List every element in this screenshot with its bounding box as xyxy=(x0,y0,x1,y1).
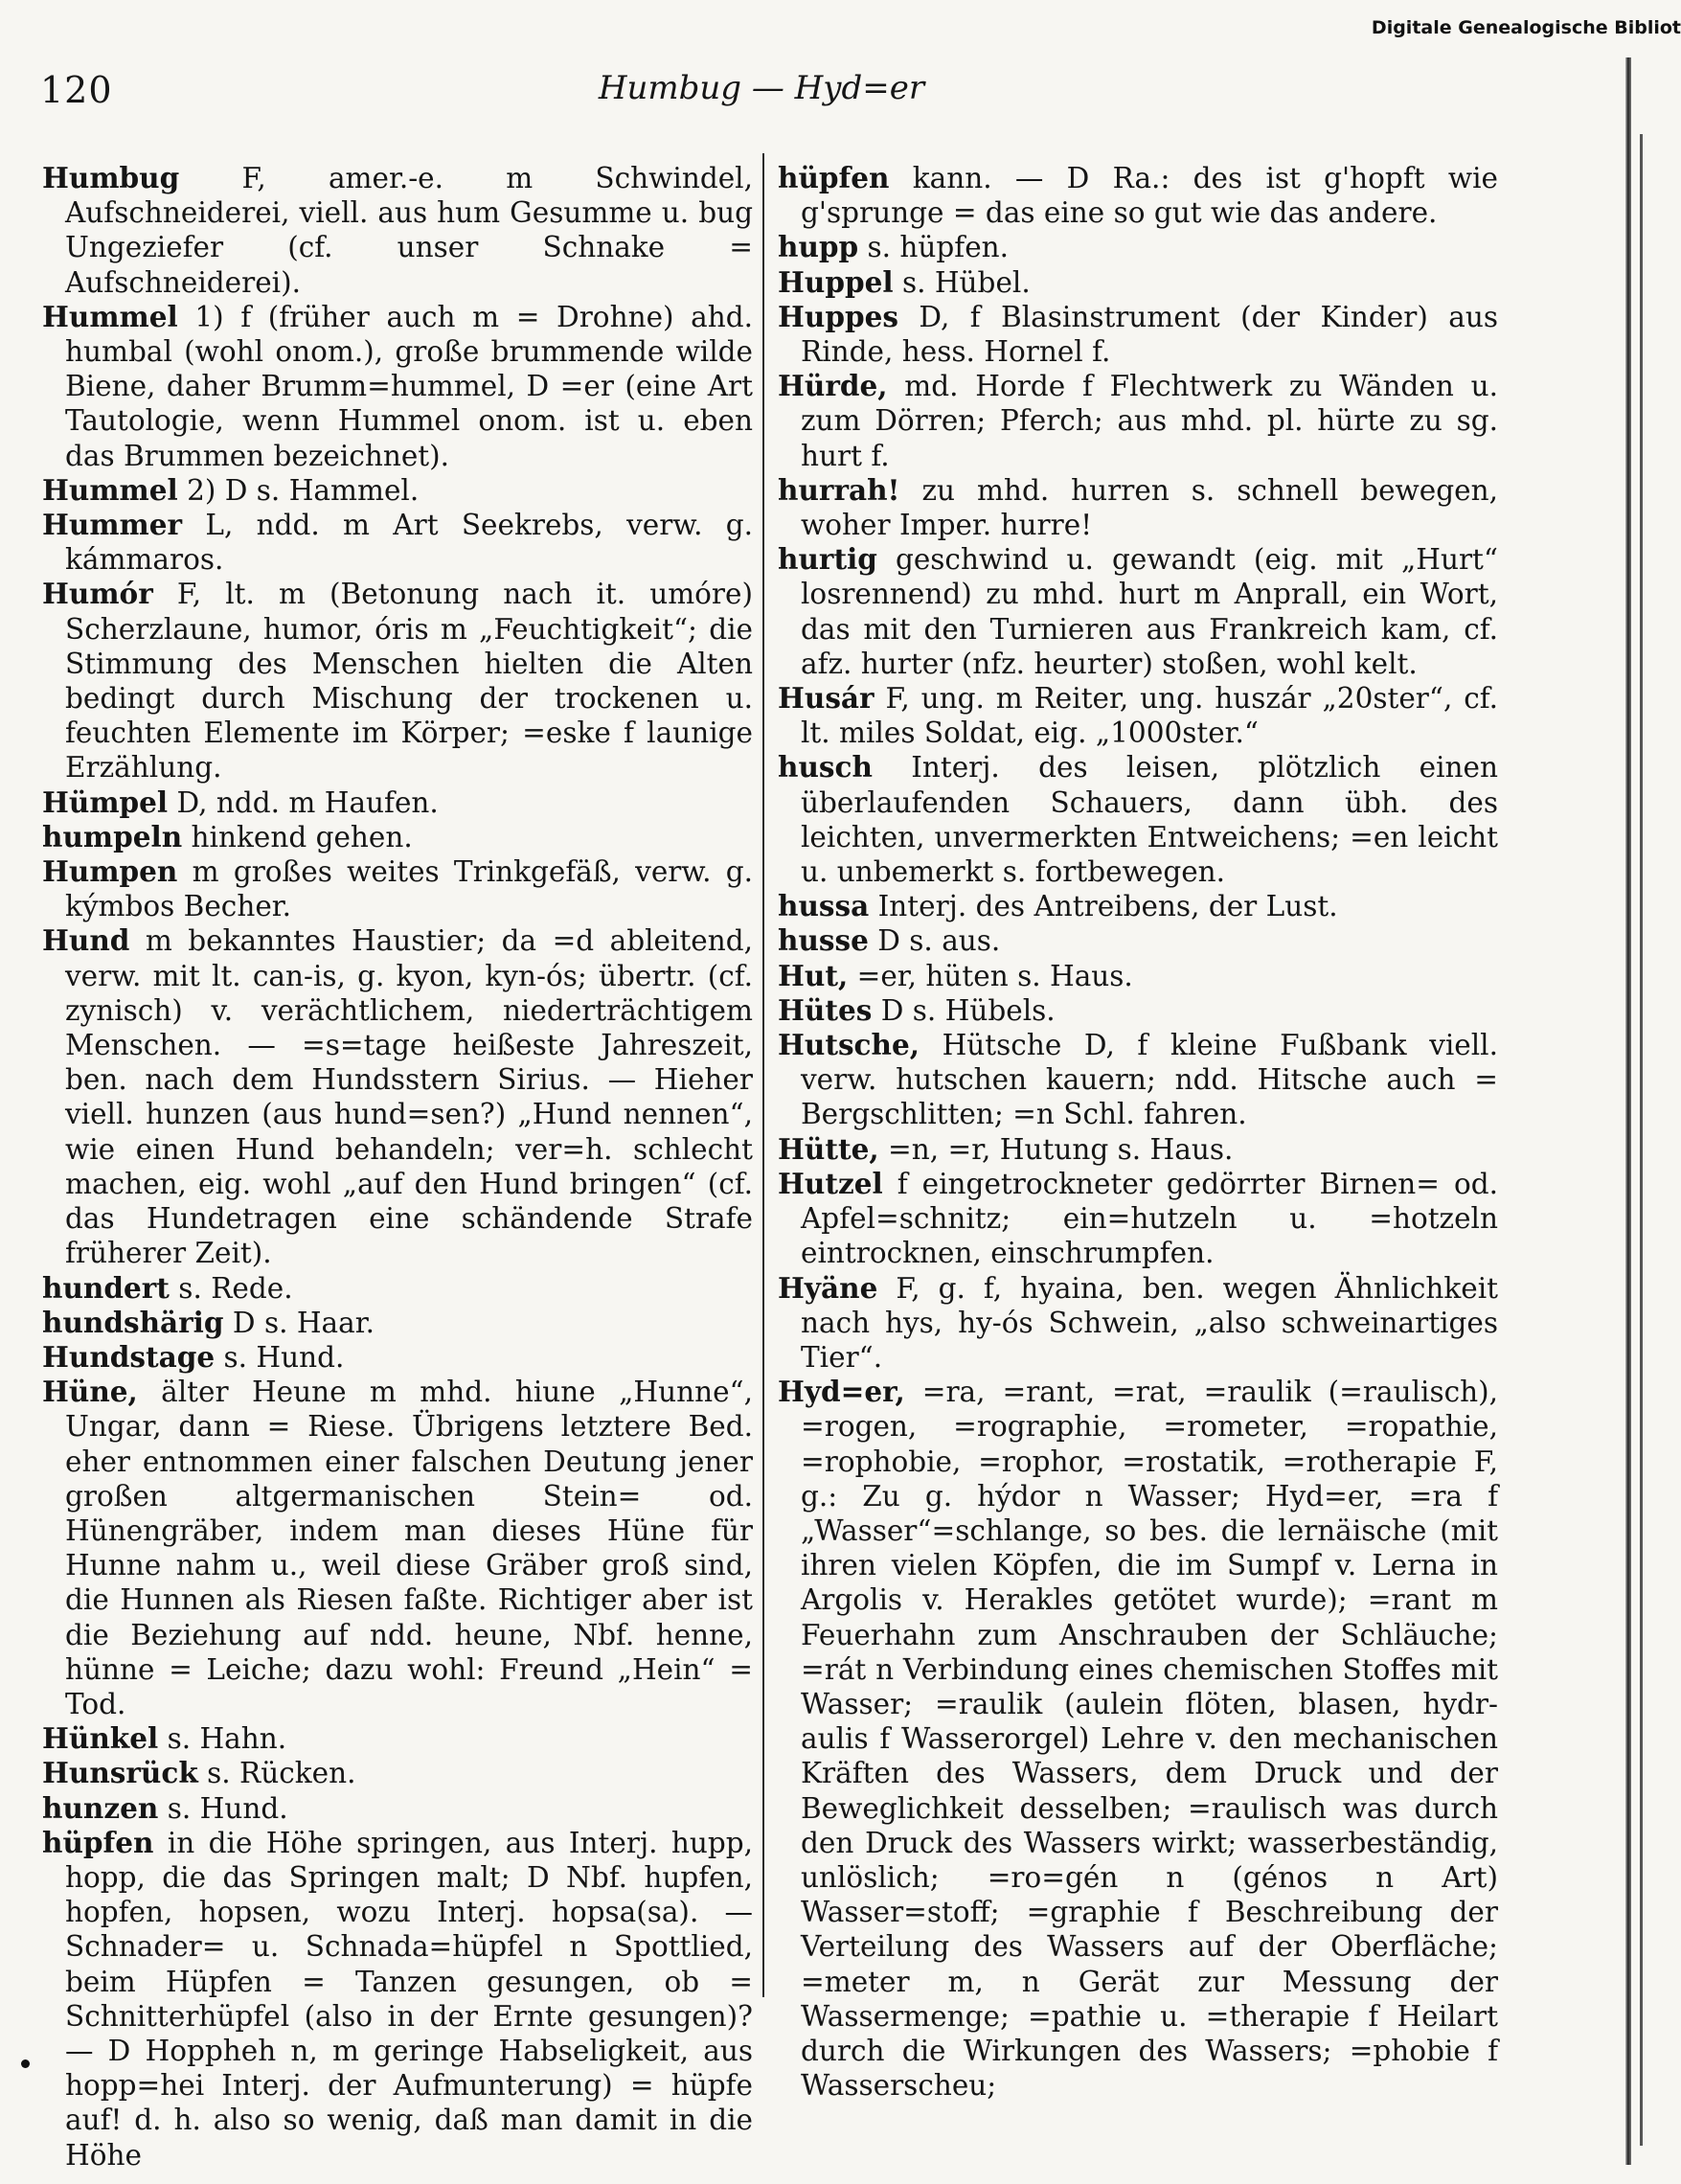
headword: hussa xyxy=(778,889,870,923)
dictionary-entry: Hund m bekanntes Haustier; da =d ableitend, verw. mit lt. can-is, g. kyon, kyn-ós; übertr. (cf. zynisch) v. verächtlichem, niederträchtigem Menschen. — =s=tage heißeste Jahreszeit, ben. nach dem Hundsstern Sirius. — Hieher viell. hunzen (aus hund=sen?) „Hund nennen“, wie einen Hund behandeln; ver=h. schlecht machen, eig. wohl „auf den Hund bringen“ (cf. das Hundetragen eine schändende Strafe früherer Zeit). xyxy=(42,923,753,1270)
headword: Husár xyxy=(778,681,875,716)
left-column xyxy=(42,161,753,2172)
dictionary-entry: Hundstage s. Hund. xyxy=(42,1339,345,1374)
headword: Hütes xyxy=(778,992,873,1027)
dictionary-entry: hussa Interj. des Antreibens, der Lust. xyxy=(778,889,1338,923)
dictionary-entry: Hunsrück s. Rücken. xyxy=(42,1756,356,1790)
page-edge-shadow xyxy=(1640,134,1643,2146)
right-column xyxy=(778,161,1498,2139)
dictionary-entry: hundert s. Rede. xyxy=(42,1270,293,1305)
dictionary-entry: Hummel 2) D s. Hammel. xyxy=(42,472,420,507)
headword: hurrah! xyxy=(778,472,900,507)
headword: Hütte, xyxy=(778,1131,879,1166)
dictionary-entry: Hummel 1) f (früher auch m = Drohne) ahd. humbal (wohl onom.), große brummende wilde Biene, daher Brumm=hummel, D =er (eine Art Tautologie, wenn Hummel onom. ist u. eben das Brummen bezeichnet). xyxy=(42,299,753,472)
dictionary-entry: Humpen m großes weites Trinkgefäß, verw. g. kýmbos Becher. xyxy=(42,854,753,923)
dictionary-entry: Hütte, =n, =r, Hutung s. Haus. xyxy=(778,1131,1234,1166)
headword: Hyd=er, xyxy=(778,1375,905,1409)
dictionary-entry: Hümpel D, ndd. m Haufen. xyxy=(42,785,439,819)
headword: husse xyxy=(778,923,869,958)
dictionary-entry: Hyäne F, g. f, hyaina, ben. wegen Ähnlichkeit nach hys, hy-ós Schwein, „also schweinartiges Tier“. xyxy=(778,1270,1498,1374)
headword: hüpfen xyxy=(778,161,890,194)
headword: Hutzel xyxy=(778,1166,883,1200)
headword: Humbug xyxy=(42,161,180,194)
headword: Hutsche, xyxy=(778,1028,920,1062)
dictionary-entry: Hutsche, Hütsche D, f kleine Fußbank viell. verw. hutschen kauern; ndd. Hitsche auch = Bergschlitten; =n Schl. fahren. xyxy=(778,1028,1498,1131)
dictionary-entry: hüpfen in die Höhe springen, aus Interj. hupp, hopp, die das Springen malt; D Nbf. hupfen, hopfen, hopsen, wozu Interj. hopsa(sa). — Schnader= u. Schnada=hüpfel n Spottlied, beim Hüpfen = Tanzen gesungen, ob = Schnitterhüpfel (also in der Ernte gesungen)? — D Hoppheh n, m geringe Habseligkeit, aus hopp=hei Interj. der Aufmunterung) = hüpfe auf! d. h. also so wenig, daß man damit in die Höhe xyxy=(42,1825,753,2172)
headword: Hund xyxy=(42,923,130,958)
dictionary-entry: Hut, =er, hüten s. Haus. xyxy=(778,958,1133,992)
dictionary-entry: Hutzel f eingetrockneter gedörrter Birnen= od. Apfel=schnitz; ein=hutzeln u. =hotzeln eintrocknen, einschrumpfen. xyxy=(778,1166,1498,1270)
ink-dot xyxy=(21,2059,30,2068)
headword: Huppes xyxy=(778,299,898,333)
dictionary-entry: Husár F, ung. m Reiter, ung. huszár „20ster“, cf. lt. miles Soldat, eig. „1000ster.“ xyxy=(778,681,1498,750)
headword: Hüne, xyxy=(42,1375,138,1409)
headword: Hyäne xyxy=(778,1270,878,1305)
running-head: Humbug — Hyd=er xyxy=(598,69,925,107)
headword: hüpfen xyxy=(42,1825,154,1859)
dictionary-entry: Hüne, älter Heune m mhd. hiune „Hunne“, Ungar, dann = Riese. Übrigens letztere Bed. eher entnommen einer falschen Deutung jener großen altgermanischen Stein= od. Hünengräber, indem man dieses Hüne für Hunne nahm u., weil diese Gräber groß sind, die Hunnen als Riesen faßte. Richtiger aber ist die Beziehung auf ndd. heune, Nbf. henne, hünne = Leiche; dazu wohl: Freund „Hein“ = Tod. xyxy=(42,1375,753,1720)
page-number: 120 xyxy=(40,69,113,111)
dictionary-entry: Hütes D s. Hübels. xyxy=(778,992,1056,1027)
column-divider xyxy=(762,153,764,1997)
watermark: Digitale Genealogische Bibliot xyxy=(1371,17,1681,38)
headword: hunzen xyxy=(42,1790,159,1825)
dictionary-entry: hüpfen kann. — D Ra.: des ist g'hopft wie g'sprunge = das eine so gut wie das andere. xyxy=(778,161,1498,230)
page-edge xyxy=(1625,57,1631,2165)
dictionary-entry: hurtig geschwind u. gewandt (eig. mit „Hurt“ losrennend) zu mhd. hurt m Anprall, ein Wort, das mit den Turnieren aus Frankreich kam, cf. afz. hurter (nfz. heurter) stoßen, wohl kelt. xyxy=(778,542,1498,680)
dictionary-entry: Humór F, lt. m (Betonung nach it. umóre) Scherzlaune, humor, óris m „Feuchtigkeit“; die Stimmung des Menschen hielten die Alten bedingt durch Mischung der trockenen u. feuchten Elemente im Körper; =eske f launige Erzählung. xyxy=(42,577,753,785)
dictionary-entry: Hyd=er, =ra, =rant, =rat, =raulik (=raulisch), =rogen, =rographie, =rometer, =ropathie, =rophobie, =rophor, =rostatik, =rotherapie F, g.: Zu g. hýdor n Wasser; Hyd=er, =ra f „Wasser“=schlange, so bes. die lernäische (mit ihren vielen Köpfen, die im Sumpf v. Lerna in Argolis v. Herakles getötet wurde); =rant m Feuerhahn zum Anschrauben der Schläuche; =rát n Verbindung eines chemischen Stoffes mit Wasser; =raulik (aulein flöten, blasen, hydr-aulis f Wasserorgel) Lehre v. den mechanischen Kräften des Wassers, dem Druck und der Beweglichkeit desselben; =raulisch was durch den Druck des Wassers wirkt; wasserbeständig, unlöslich; =ro=gén n (génos n Art) Wasser=stoff; =graphie f Beschreibung der Verteilung des Wassers auf der Oberfläche; =meter m, n Gerät zur Messung der Wassermenge; =pathie u. =therapie f Heilart durch die Wirkungen des Wassers; =phobie f Wasserscheu; xyxy=(778,1375,1498,2103)
headword: hupp xyxy=(778,230,859,264)
headword: Hummel xyxy=(42,299,178,333)
headword: Humór xyxy=(42,577,153,611)
dictionary-entry: Huppes D, f Blasinstrument (der Kinder) aus Rinde, hess. Hornel f. xyxy=(778,299,1498,369)
headword: hundert xyxy=(42,1270,170,1305)
headword: Huppel xyxy=(778,264,894,299)
dictionary-entry: Hummer L, ndd. m Art Seekrebs, verw. g. kámmaros. xyxy=(42,508,753,577)
headword: Hürde, xyxy=(778,369,888,403)
headword: Humpen xyxy=(42,854,178,889)
dictionary-entry: Hürde, md. Horde f Flechtwerk zu Wänden u. zum Dörren; Pferch; aus mhd. pl. hürte zu sg. hurt f. xyxy=(778,369,1498,472)
headword: Hunsrück xyxy=(42,1756,198,1790)
headword: Hümpel xyxy=(42,785,169,819)
headword: Hummer xyxy=(42,508,183,542)
dictionary-entry: hurrah! zu mhd. hurren s. schnell bewegen, woher Imper. hurre! xyxy=(778,472,1498,542)
dictionary-entry: Huppel s. Hübel. xyxy=(778,264,1031,299)
dictionary-entry: hunzen s. Hund. xyxy=(42,1790,288,1825)
headword: Hut, xyxy=(778,958,849,992)
dictionary-entry: Humbug F, amer.-e. m Schwindel, Aufschneiderei, viell. aus hum Gesumme u. bug Ungeziefer (cf. unser Schnake = Aufschneiderei). xyxy=(42,161,753,299)
headword: humpeln xyxy=(42,819,183,853)
dictionary-entry: hupp s. hüpfen. xyxy=(778,230,1010,264)
dictionary-entry: hundshärig D s. Haar. xyxy=(42,1305,375,1339)
headword: Hünkel xyxy=(42,1721,159,1756)
dictionary-entry: husse D s. aus. xyxy=(778,923,1001,958)
dictionary-entry: humpeln hinkend gehen. xyxy=(42,819,413,853)
dictionary-entry: Hünkel s. Hahn. xyxy=(42,1721,287,1756)
headword: Hummel xyxy=(42,472,178,507)
dictionary-entry: husch Interj. des leisen, plötzlich einen überlaufenden Schauers, dann übh. des leichten, unvermerkten Entweichens; =en leicht u. unbemerkt s. fortbewegen. xyxy=(778,750,1498,889)
headword: husch xyxy=(778,750,873,785)
headword: Hundstage xyxy=(42,1339,216,1374)
headword: hundshärig xyxy=(42,1305,224,1339)
headword: hurtig xyxy=(778,542,877,577)
